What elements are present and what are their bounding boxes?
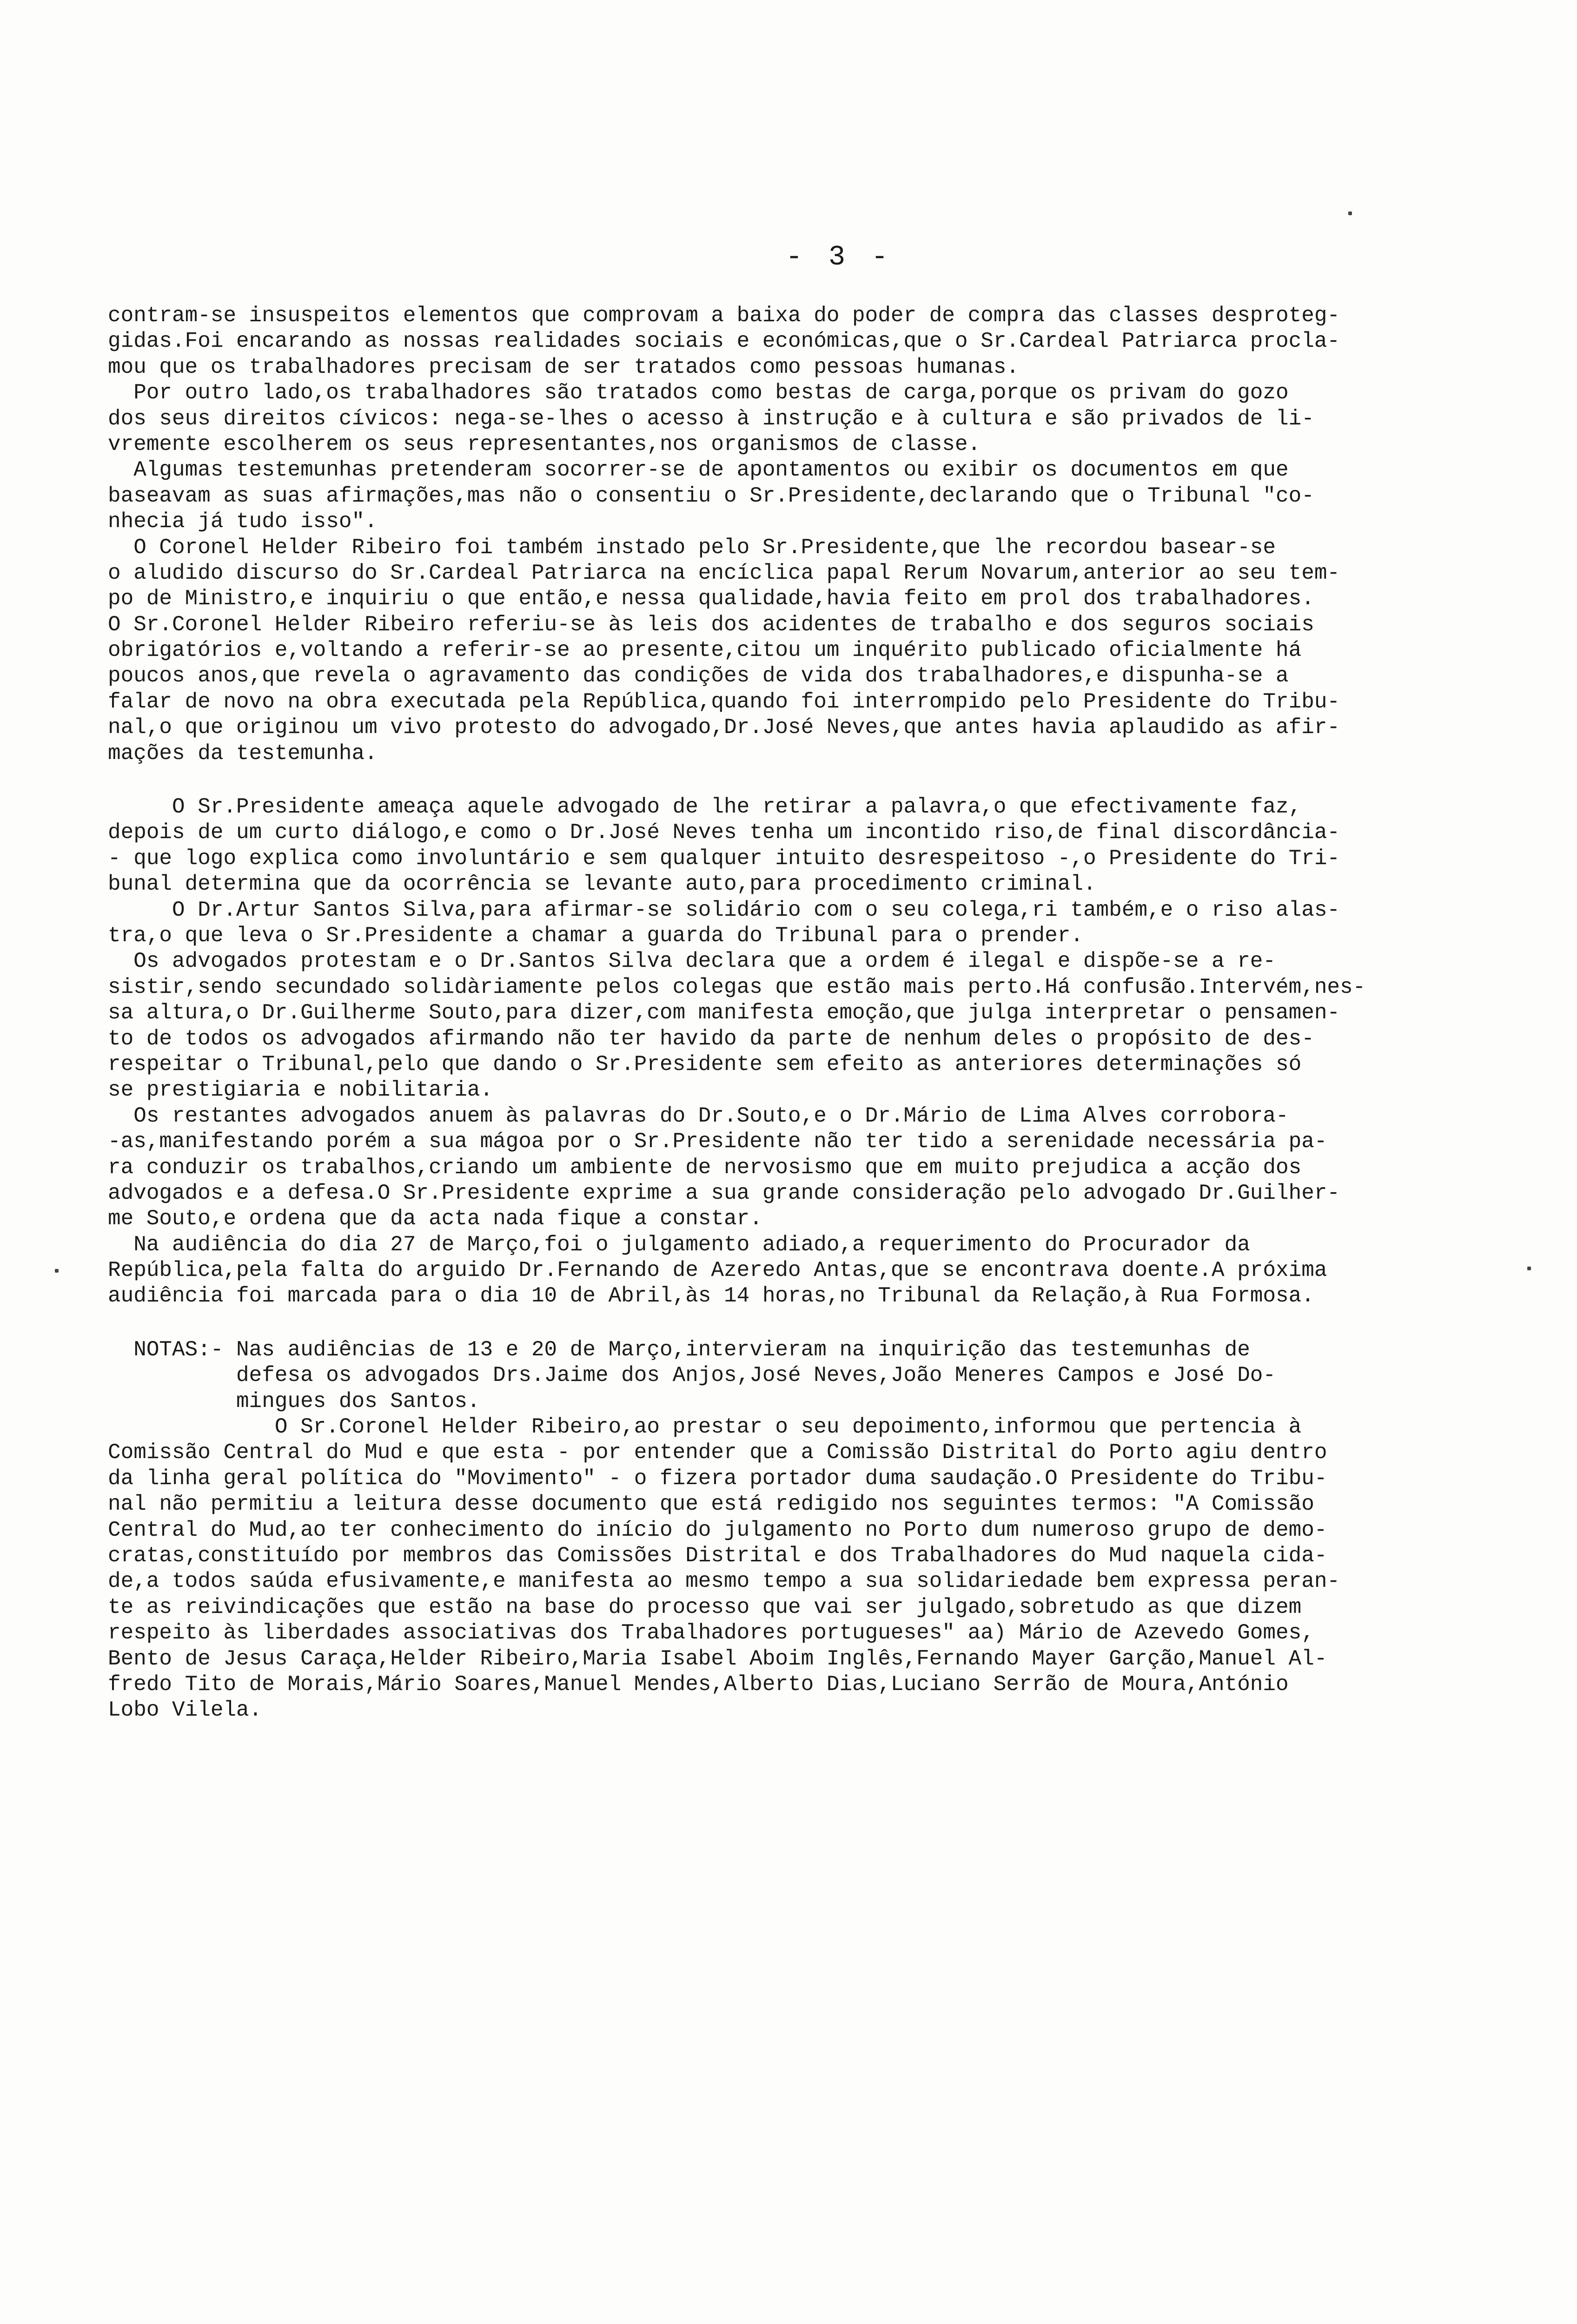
- text-line: respeito às liberdades associativas dos Trabalhadores portugueses" aa) Mário de Azevedo Gomes,: [108, 1621, 1314, 1645]
- text-line: se prestigiaria e nobilitaria.: [108, 1078, 493, 1103]
- text-line: Os restantes advogados anuem às palavras do Dr.Souto,e o Dr.Mário de Lima Alves corrobora-: [108, 1103, 1289, 1128]
- text-line: O Sr.Coronel Helder Ribeiro,ao prestar o seu depoimento,informou que pertencia à: [108, 1415, 1302, 1439]
- page-number: - 3 -: [786, 242, 893, 273]
- paragraph-block-1: [108, 303, 1542, 766]
- text-line: Bento de Jesus Caraça,Helder Ribeiro,Maria Isabel Aboim Inglês,Fernando Mayer Garção,Manuel Al-: [108, 1646, 1327, 1671]
- text-line: nhecia já tudo isso".: [108, 509, 378, 534]
- text-line: me Souto,e ordena que da acta nada fique a constar.: [108, 1207, 762, 1231]
- text-line: mou que os trabalhadores precisam de ser tratados como pessoas humanas.: [108, 355, 1019, 379]
- text-line: -as,manifestando porém a sua mágoa por o Sr.Presidente não ter tido a serenidade necessária pa-: [108, 1129, 1327, 1154]
- text-line: NOTAS:- Nas audiências de 13 e 20 de Março,intervieram na inquirição das testemunhas de: [108, 1337, 1250, 1362]
- text-line: Central do Mud,ao ter conhecimento do início do julgamento no Porto dum numeroso grupo de demo-: [108, 1518, 1327, 1542]
- text-line: Comissão Central do Mud e que esta - por entender que a Comissão Distrital do Porto agiu dentro: [108, 1440, 1327, 1465]
- paragraph-block-2: [108, 794, 1542, 1309]
- text-line: de,a todos saúda efusivamente,e manifesta ao mesmo tempo a sua solidariedade bem expressa peran-: [108, 1569, 1340, 1594]
- body-text: [108, 303, 1542, 1723]
- margin-mark: [1527, 1267, 1531, 1270]
- text-line: nal,o que originou um vivo protesto do advogado,Dr.José Neves,que antes havia aplaudido as afir-: [108, 715, 1340, 740]
- text-line: Os advogados protestam e o Dr.Santos Silva declara que a ordem é ilegal e dispõe-se a re-: [108, 949, 1276, 974]
- text-line: nal não permitiu a leitura desse documento que está redigido nos seguintes termos: "A Comissão: [108, 1492, 1314, 1517]
- text-line: baseavam as suas afirmações,mas não o consentiu o Sr.Presidente,declarando que o Tribunal "co-: [108, 483, 1314, 508]
- text-line: to de todos os advogados afirmando não ter havido da parte de nenhum deles o propósito de des-: [108, 1026, 1314, 1051]
- text-line: obrigatórios e,voltando a referir-se ao presente,citou um inquérito publicado oficialmente há: [108, 638, 1302, 663]
- text-line: audiência foi marcada para o dia 10 de Abril,às 14 horas,no Tribunal da Relação,à Rua Formosa.: [108, 1284, 1314, 1308]
- text-line: po de Ministro,e inquiriu o que então,e nessa qualidade,havia feito em prol dos trabalhadores.: [108, 587, 1314, 611]
- text-line: Lobo Vilela.: [108, 1698, 262, 1723]
- text-line: vremente escolherem os seus representantes,nos organismos de classe.: [108, 432, 981, 456]
- text-line: Na audiência do dia 27 de Março,foi o julgamento adiado,a requerimento do Procurador da: [108, 1232, 1250, 1257]
- text-line: dos seus direitos cívicos: nega-se-lhes o acesso à instrução e à cultura e são privados de li-: [108, 406, 1314, 431]
- text-line: advogados e a defesa.O Sr.Presidente exprime a sua grande consideração pelo advogado Dr.Guilher-: [108, 1181, 1340, 1205]
- text-line: te as reivindicações que estão na base do processo que vai ser julgado,sobretudo as que dizem: [108, 1595, 1302, 1619]
- text-line: República,pela falta do arguido Dr.Fernando de Azeredo Antas,que se encontrava doente.A próxima: [108, 1258, 1327, 1283]
- margin-mark: [55, 1269, 59, 1273]
- text-line: gidas.Foi encarando as nossas realidades sociais e económicas,que o Sr.Cardeal Patriarca procla-: [108, 329, 1340, 354]
- text-line: O Sr.Presidente ameaça aquele advogado de lhe retirar a palavra,o que efectivamente faz,: [108, 795, 1302, 819]
- text-line: defesa os advogados Drs.Jaime dos Anjos,José Neves,João Meneres Campos e José Do-: [108, 1363, 1276, 1388]
- text-line: depois de um curto diálogo,e como o Dr.José Neves tenha um incontido riso,de final discordância-: [108, 820, 1340, 845]
- text-line: O Sr.Coronel Helder Ribeiro referiu-se às leis dos acidentes de trabalho e dos seguros sociais: [108, 612, 1314, 637]
- text-line: Por outro lado,os trabalhadores são tratados como bestas de carga,porque os privam do gozo: [108, 381, 1289, 405]
- text-line: - que logo explica como involuntário e sem qualquer intuito desrespeitoso -,o Presidente do Tri-: [108, 846, 1340, 871]
- text-line: Algumas testemunhas pretenderam socorrer-se de apontamentos ou exibir os documentos em que: [108, 458, 1289, 482]
- text-line: fredo Tito de Morais,Mário Soares,Manuel Mendes,Alberto Dias,Luciano Serrão de Moura,António: [108, 1672, 1289, 1697]
- notes-block: [108, 1337, 1542, 1723]
- text-line: mações da testemunha.: [108, 741, 378, 766]
- text-line: falar de novo na obra executada pela República,quando foi interrompido pelo Presidente do Tribu-: [108, 689, 1340, 714]
- text-line: poucos anos,que revela o agravamento das condições de vida dos trabalhadores,e dispunha-se a: [108, 664, 1289, 688]
- text-line: ra conduzir os trabalhos,criando um ambiente de nervosismo que em muito prejudica a acção dos: [108, 1155, 1302, 1180]
- text-line: o aludido discurso do Sr.Cardeal Patriarca na encíclica papal Rerum Novarum,anterior ao seu tem-: [108, 561, 1340, 585]
- text-line: da linha geral política do "Movimento" - o fizera portador duma saudação.O Presidente do Tribu-: [108, 1466, 1327, 1491]
- text-line: sistir,sendo secundado solidàriamente pelos colegas que estão mais perto.Há confusão.Intervém,nes-: [108, 975, 1366, 999]
- text-line: cratas,constituído por membros das Comissões Distrital e dos Trabalhadores do Mud naquela cida-: [108, 1543, 1327, 1568]
- text-line: bunal determina que da ocorrência se levante auto,para procedimento criminal.: [108, 872, 1096, 897]
- text-line: mingues dos Santos.: [108, 1389, 480, 1413]
- text-line: sa altura,o Dr.Guilherme Souto,para dizer,com manifesta emoção,que julga interpretar o pensamen-: [108, 1001, 1340, 1025]
- text-line: tra,o que leva o Sr.Presidente a chamar a guarda do Tribunal para o prender.: [108, 923, 1083, 948]
- text-line: contram-se insuspeitos elementos que comprovam a baixa do poder de compra das classes desproteg-: [108, 304, 1340, 328]
- text-line: respeitar o Tribunal,pelo que dando o Sr.Presidente sem efeito as anteriores determinações só: [108, 1052, 1302, 1076]
- text-line: O Dr.Artur Santos Silva,para afirmar-se solidário com o seu colega,ri também,e o riso alas-: [108, 898, 1340, 922]
- margin-mark: [1348, 211, 1352, 215]
- text-line: O Coronel Helder Ribeiro foi também instado pelo Sr.Presidente,que lhe recordou basear-se: [108, 535, 1276, 560]
